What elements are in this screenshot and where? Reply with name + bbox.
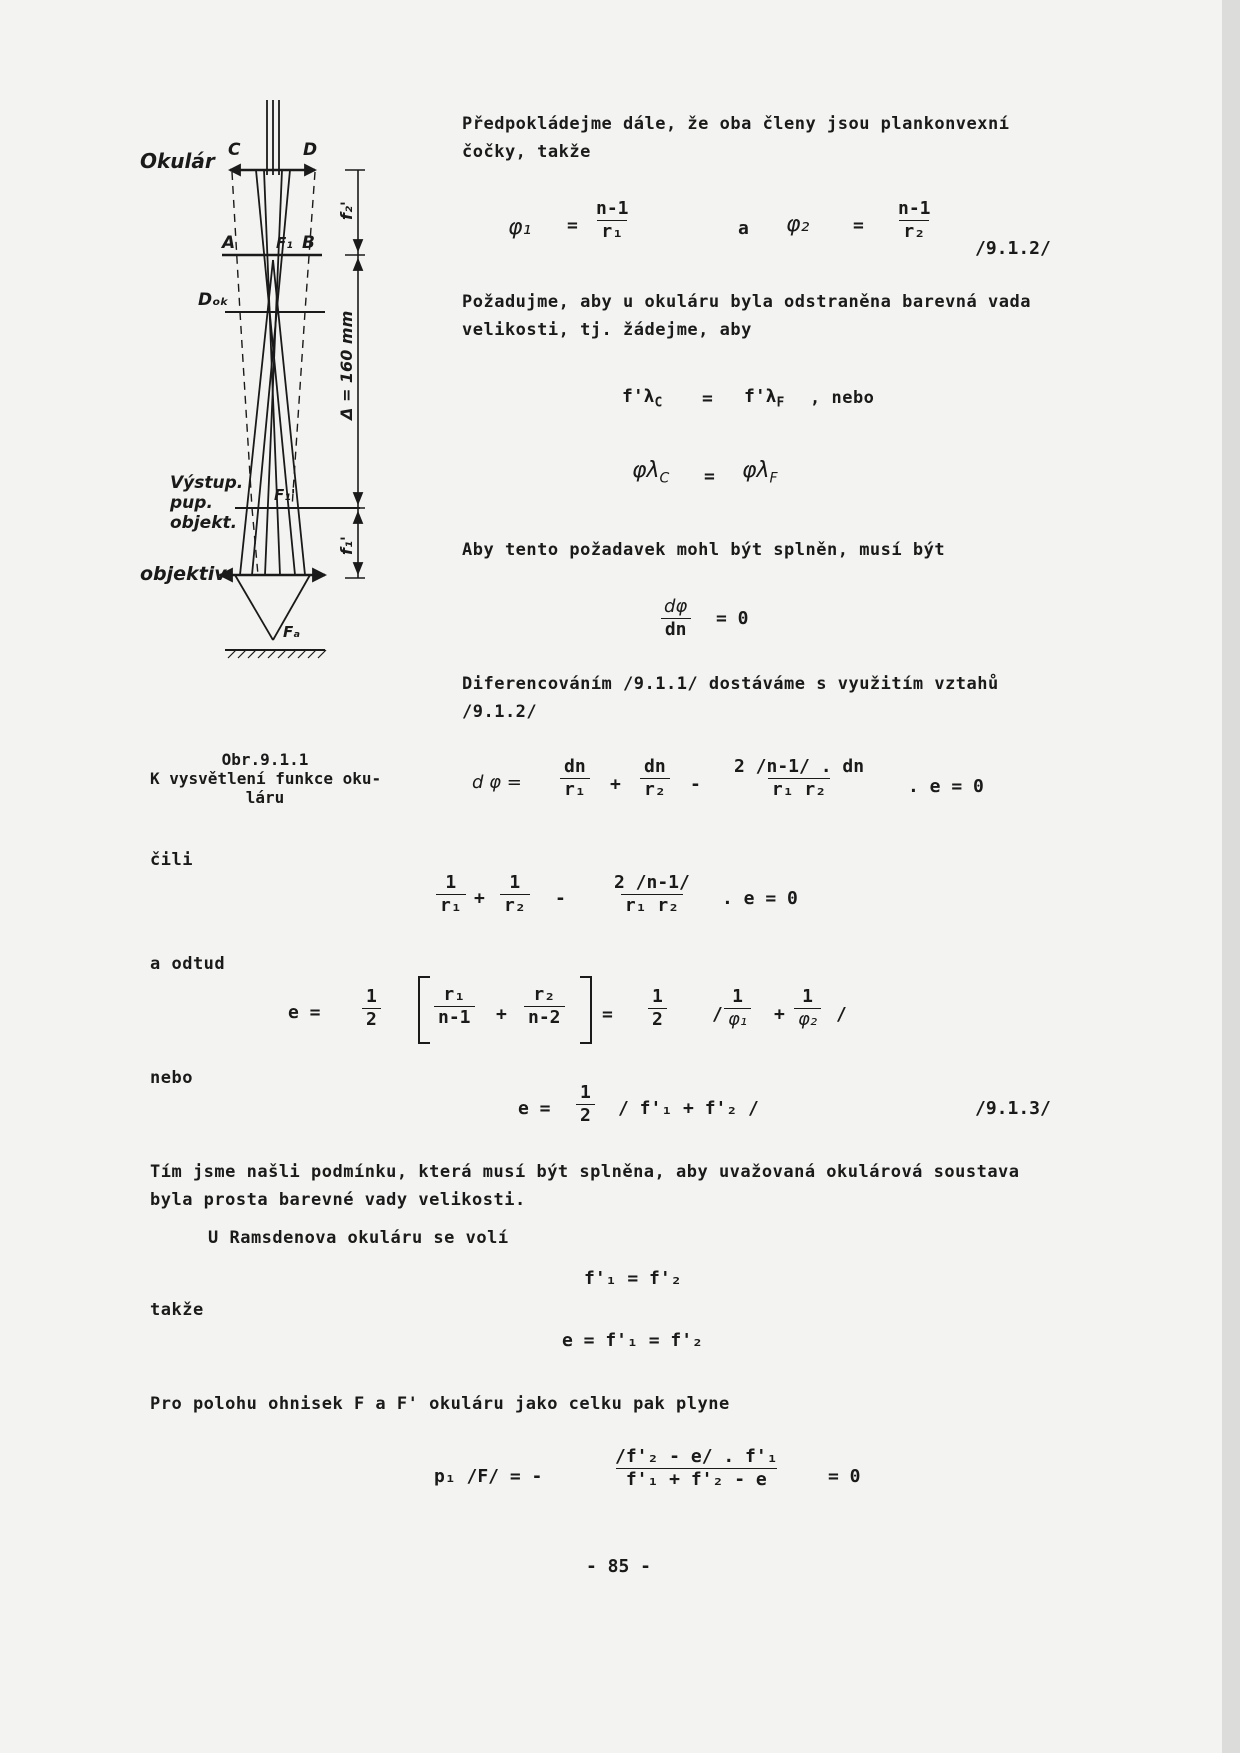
p1-tail: = 0 — [828, 1466, 861, 1487]
fraction-n-1-r1: $\frac{n-1}{\text{r₁}}$ — [596, 198, 629, 242]
paragraph-4-line-1: Diferencováním /9.1.1/ dostáváme s využitím vztahů — [462, 674, 999, 694]
eq-sign: = — [567, 215, 578, 236]
label-delta: Δ = 160 mm — [337, 310, 356, 420]
label-F1-prime: F₁' — [274, 486, 296, 504]
right-bracket — [580, 976, 592, 1044]
fraction-1-phi1: $\frac{1}{\text{φ₁}}$ — [724, 986, 751, 1031]
equation-ramsden: f'₁ = f'₂ — [584, 1268, 682, 1289]
slash-close: / — [836, 1004, 847, 1025]
cili-tail: . e = 0 — [722, 888, 798, 909]
label-A: A — [222, 233, 236, 253]
plus-sign-cili: + — [474, 888, 485, 909]
minus-sign: - — [690, 774, 701, 795]
label-f1-prime: f₁' — [337, 536, 356, 555]
e-lhs-913: e = — [518, 1098, 551, 1119]
label-Dok: Dₒₖ — [198, 290, 229, 310]
fraction-1-phi2: $\frac{1}{\text{φ₂}}$ — [794, 986, 821, 1031]
phi2: φ₂ — [786, 212, 810, 237]
paragraph-3: Aby tento požadavek mohl být splněn, musí být — [462, 540, 946, 560]
fraction-half-2: $\frac{1}{2}$ — [648, 986, 667, 1031]
fraction-r1-n1: $\frac{\text{r₁}}{n-1}$ — [434, 984, 475, 1029]
word-cili: čili — [150, 850, 193, 870]
figure-caption — [150, 750, 380, 807]
paragraph-1-line-2: čočky, takže — [462, 142, 591, 162]
label-C: C — [228, 140, 241, 160]
plus-sign-e2: + — [774, 1004, 785, 1025]
f-lambda-f: $f'\lambda_F$ — [744, 386, 785, 411]
plus-sign: + — [610, 774, 621, 795]
paragraph-7: Pro polohu ohnisek F a F' okuláru jako celku pak plyne — [150, 1394, 730, 1414]
equals-zero: = 0 — [716, 608, 749, 629]
label-okular: Okulár — [140, 149, 215, 173]
phi1: φ₁ — [508, 215, 532, 240]
page-number: - 85 - — [586, 1556, 652, 1577]
fraction-r2-n2: $\frac{\text{r₂}}{n-2}$ — [524, 984, 565, 1029]
connector-a: a — [738, 218, 749, 239]
equation-takze: e = f'₁ = f'₂ — [562, 1330, 703, 1351]
e-lhs: e = — [288, 1002, 321, 1023]
scan-edge-shadow — [1222, 0, 1240, 1753]
d-phi-tail: . e = 0 — [908, 776, 984, 797]
label-objektiv: objektiv — [140, 563, 227, 585]
slash-open: / — [712, 1004, 723, 1025]
eq-sign-2: = — [853, 215, 864, 236]
word-nebo: nebo — [150, 1068, 193, 1088]
paragraph-5-line-1: Tím jsme našli podmínku, která musí být splněna, aby uvažovaná okulárová soustava — [150, 1162, 1020, 1182]
eq-sign-phi: = — [704, 466, 715, 487]
label-D: D — [303, 140, 318, 160]
minus-sign-cili: - — [555, 888, 566, 909]
fraction-dn-r1: $\frac{dn}{\text{r₁}}$ — [560, 756, 590, 801]
label-B: B — [302, 233, 315, 253]
phi-lambda-c: $\varphi\lambda_C$ — [632, 458, 670, 487]
p1-lhs: p₁ /F/ = - — [434, 1466, 543, 1487]
label-f2-prime: f₂' — [337, 201, 356, 220]
fraction-1-r1: $\frac{1}{\text{r₁}}$ — [436, 872, 466, 917]
nebo-inline: , nebo — [810, 388, 875, 408]
label-Fa: Fₐ — [283, 623, 301, 641]
fraction-half-913: $\frac{1}{2}$ — [576, 1082, 595, 1127]
caption-line-2: láru — [245, 788, 285, 807]
eyepiece-ray-diagram — [140, 100, 420, 740]
paragraph-4-line-2: /9.1.2/ — [462, 702, 538, 722]
eq-sign-f: = — [702, 388, 713, 409]
fraction-dphi-dn: $\frac{d\varphi}{dn}$ — [660, 596, 691, 641]
label-vystup-1: Výstup. — [170, 473, 244, 493]
word-takze: takže — [150, 1300, 204, 1320]
plus-sign-e: + — [496, 1004, 507, 1025]
fraction-n-1-r2: $\frac{n-1}{\text{r₂}}$ — [898, 198, 931, 242]
paragraph-2-line-2: velikosti, tj. žádejme, aby — [462, 320, 752, 340]
fraction-dn-r2: $\frac{dn}{\text{r₂}}$ — [640, 756, 670, 801]
eq-sign-e: = — [602, 1004, 613, 1025]
paragraph-6: U Ramsdenova okuláru se volí — [208, 1228, 509, 1248]
paragraph-2-line-1: Požadujme, aby u okuláru byla odstraněna barevná vada — [462, 292, 1031, 312]
fraction-2n1-r1r2: $\frac{2 /n-1/}{\text{r₁ r₂}}$ — [614, 872, 690, 916]
label-vystup-2: pup. — [170, 493, 213, 513]
equation-label-9-1-3: /9.1.3/ — [975, 1098, 1051, 1119]
caption-line-1: K vysvětlení funkce oku- — [150, 769, 382, 788]
phi-lambda-f: $\varphi\lambda_F$ — [742, 458, 778, 487]
label-vystup-3: objekt. — [170, 513, 238, 533]
equation-label-9-1-2: /9.1.2/ — [975, 238, 1051, 259]
d-phi-lhs: d φ = — [472, 772, 522, 793]
left-bracket — [418, 976, 430, 1044]
phrase-a-odtud: a odtud — [150, 954, 226, 974]
fraction-1-r2: $\frac{1}{\text{r₂}}$ — [500, 872, 530, 917]
fraction-2n1dn-r1r2: $\frac{2 /n-1/ . dn}{\text{r₁ r₂}}$ — [734, 756, 865, 800]
label-F1: F₁ — [276, 234, 293, 252]
rhs-913: / f'₁ + f'₂ / — [618, 1098, 759, 1119]
f-lambda-c: $f'\lambda_C$ — [622, 386, 663, 411]
fraction-half: $\frac{1}{2}$ — [362, 986, 381, 1031]
paragraph-5-line-2: byla prosta barevné vady velikosti. — [150, 1190, 526, 1210]
figure-number: Obr.9.1.1 — [221, 750, 309, 769]
fraction-p1: $\frac{\text{/f'₂ - e/ . f'₁}}{\text{f'₁ + f'₂ - e}}$ — [615, 1446, 778, 1490]
paragraph-1-line-1: Předpokládejme dále, že oba členy jsou plankonvexní — [462, 114, 1010, 134]
